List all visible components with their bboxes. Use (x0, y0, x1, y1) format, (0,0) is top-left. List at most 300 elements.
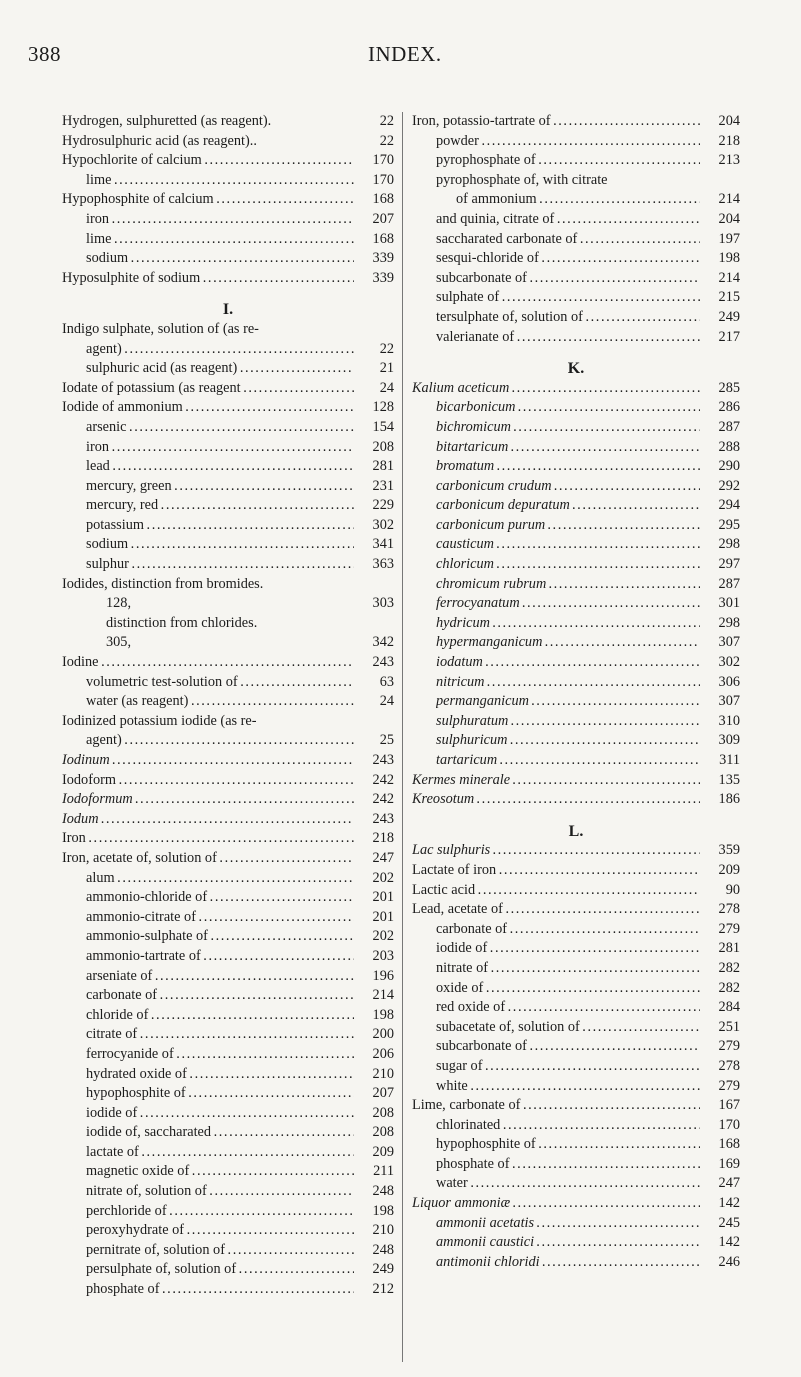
entry-page: 24 (379, 693, 394, 710)
entry-page: 281 (718, 940, 740, 957)
entry-text: ferrocyanide of . . . (86, 1045, 354, 1065)
entry-page: 25 (379, 732, 394, 749)
entry-text: iodide of, saccharated . . . (86, 1123, 354, 1143)
entry-text: Iodinized potassium iodide (as re- (62, 712, 257, 729)
entry-text: chlorinated . . . (436, 1116, 700, 1136)
index-entry (412, 1057, 740, 1077)
entry-page: 21 (379, 360, 394, 377)
entry-text: sugar of . . . (436, 1057, 700, 1077)
entry-page: 278 (718, 1057, 740, 1074)
entry-text: sodium . . . (86, 535, 354, 555)
entry-page: 167 (718, 1097, 740, 1114)
index-entry (412, 151, 740, 171)
index-entry (62, 673, 394, 693)
entry-text: bromatum . . . (436, 457, 700, 477)
entry-page: 200 (372, 1026, 394, 1043)
entry-text: subacetate of, solution of . . . (436, 1018, 700, 1038)
entry-page: 198 (718, 250, 740, 267)
index-entry (412, 555, 740, 575)
entry-text: lactate of . . . (86, 1143, 354, 1163)
entry-text: phosphate of . . . (436, 1155, 700, 1175)
index-entry (62, 633, 394, 653)
entry-text: sulphuric acid (as reagent) . . . (86, 359, 354, 379)
entry-text: nitrate of . . . (436, 959, 700, 979)
entry-text: Iodoform . . . (62, 771, 354, 791)
entry-page: 302 (718, 654, 740, 671)
entry-page: 248 (372, 1241, 394, 1258)
index-entry (412, 979, 740, 999)
section-letter (62, 300, 394, 320)
index-entry (412, 1214, 740, 1234)
entry-text: citrate of . . . (86, 1025, 354, 1045)
entry-page: 212 (372, 1281, 394, 1298)
index-entry (62, 692, 394, 712)
index-entry (412, 457, 740, 477)
entry-page: 290 (718, 458, 740, 475)
entry-text: bicarbonicum . . . (436, 398, 700, 418)
index-entry (62, 986, 394, 1006)
entry-text: powder . . . (436, 132, 700, 152)
section-spacer (412, 810, 740, 822)
entry-page: 294 (718, 497, 740, 514)
index-entry (62, 810, 394, 830)
entry-text: distinction from chlorides. (106, 614, 258, 631)
entry-page: 301 (718, 595, 740, 612)
entry-text: Iodate of potassium (as reagent . . . (62, 379, 354, 399)
index-entry (62, 269, 394, 289)
index-entry (412, 328, 740, 348)
entry-page: 249 (372, 1261, 394, 1278)
index-entry (412, 477, 740, 497)
entry-page: 218 (718, 132, 740, 149)
index-entry (62, 230, 394, 250)
entry-text: sodium . . . (86, 249, 354, 269)
entry-page: 22 (379, 340, 394, 357)
entry-text: mercury, green . . . (86, 477, 354, 497)
entry-page: 231 (372, 477, 394, 494)
entry-page: 210 (372, 1222, 394, 1239)
index-entry (412, 1037, 740, 1057)
entry-text: ammonio-sulphate of . . . (86, 927, 354, 947)
entry-text: iron . . . (86, 438, 354, 458)
entry-page: 229 (372, 497, 394, 514)
entry-page: 142 (718, 1234, 740, 1251)
index-entry (412, 594, 740, 614)
entry-text: iron . . . (86, 210, 354, 230)
index-entry (62, 888, 394, 908)
entry-page: 201 (372, 908, 394, 925)
index-entry (62, 359, 394, 379)
index-column-left (62, 112, 394, 1300)
entry-text: magnetic oxide of . . . (86, 1162, 354, 1182)
index-entry (412, 269, 740, 289)
index-entry (62, 320, 394, 340)
entry-text: sesqui-chloride of . . . (436, 249, 700, 269)
index-entry (62, 535, 394, 555)
entry-text: Lac sulphuris . . . (412, 841, 700, 861)
index-entry (412, 959, 740, 979)
entry-page: 197 (718, 230, 740, 247)
entry-text: subcarbonate of . . . (436, 269, 700, 289)
index-entry (62, 1025, 394, 1045)
entry-text: water . . . (436, 1174, 700, 1194)
entry-page: 202 (372, 869, 394, 886)
entry-page: 282 (718, 979, 740, 996)
entry-text: bichromicum . . . (436, 418, 700, 438)
index-entry (62, 1221, 394, 1241)
entry-page: 217 (718, 328, 740, 345)
entry-text: hypophosphite of . . . (436, 1135, 700, 1155)
entry-page: 341 (372, 536, 394, 553)
section-letter (412, 359, 740, 379)
index-entry (412, 673, 740, 693)
entry-text: alum . . . (86, 869, 354, 889)
index-entry (412, 496, 740, 516)
entry-page: 214 (372, 987, 394, 1004)
index-entry (412, 516, 740, 536)
entry-page: 198 (372, 1202, 394, 1219)
entry-page: 287 (718, 418, 740, 435)
entry-page: 142 (718, 1195, 740, 1212)
column-divider (402, 112, 403, 1362)
index-entry (62, 731, 394, 751)
section-spacer (412, 347, 740, 359)
index-entry (62, 947, 394, 967)
entry-text: ammonii caustici . . . (436, 1233, 700, 1253)
entry-text: agent) . . . (86, 731, 354, 751)
entry-page: 251 (718, 1018, 740, 1035)
entry-text: potassium . . . (86, 516, 354, 536)
entry-page: 211 (373, 1163, 394, 1180)
index-entry (62, 751, 394, 771)
index-entry (412, 712, 740, 732)
page-number: 388 (28, 42, 61, 66)
index-entry (62, 1280, 394, 1300)
entry-page: 307 (718, 693, 740, 710)
entry-text: Kermes minerale . . . (412, 771, 700, 791)
entry-text: arseniate of . . . (86, 967, 354, 987)
entry-text: Hydrosulphuric acid (as reagent).. (62, 132, 257, 149)
entry-page: 302 (372, 516, 394, 533)
entry-text: oxide of . . . (436, 979, 700, 999)
entry-text: Iodinum . . . (62, 751, 354, 771)
entry-page: 207 (372, 1085, 394, 1102)
entry-text: hydrated oxide of . . . (86, 1065, 354, 1085)
index-entry (62, 379, 394, 399)
index-entry (62, 1065, 394, 1085)
entry-page: 310 (718, 712, 740, 729)
index-entry (62, 908, 394, 928)
index-entry (62, 1202, 394, 1222)
index-entry (62, 555, 394, 575)
entry-text: nitricum . . . (436, 673, 700, 693)
entry-text: arsenic . . . (86, 418, 354, 438)
index-entry (412, 881, 740, 901)
entry-page: 249 (718, 308, 740, 325)
entry-page: 168 (372, 230, 394, 247)
entry-page: 287 (718, 575, 740, 592)
entry-page: 279 (718, 1038, 740, 1055)
index-entry (412, 1155, 740, 1175)
entry-text: Iodides, distinction from bromides. (62, 575, 264, 592)
entry-page: 245 (718, 1214, 740, 1231)
index-entry (412, 398, 740, 418)
entry-page: 154 (372, 418, 394, 435)
entry-page: 128 (372, 399, 394, 416)
entry-text: tartaricum . . . (436, 751, 700, 771)
entry-page: 242 (372, 771, 394, 788)
index-entry (412, 249, 740, 269)
index-entry (412, 379, 740, 399)
index-entry (412, 1116, 740, 1136)
entry-text: sulphuratum . . . (436, 712, 700, 732)
entry-page: 292 (718, 477, 740, 494)
entry-text: Hypochlorite of calcium . . . (62, 151, 354, 171)
entry-text: carbonate of . . . (436, 920, 700, 940)
entry-page: 248 (372, 1183, 394, 1200)
entry-text: Liquor ammoniæ . . . (412, 1194, 700, 1214)
entry-text: Iodide of ammonium . . . (62, 398, 354, 418)
entry-text: Iodoformum . . . (62, 790, 354, 810)
entry-page: 286 (718, 399, 740, 416)
entry-page: 282 (718, 959, 740, 976)
entry-page: 63 (379, 673, 394, 690)
entry-page: 281 (372, 458, 394, 475)
entry-text: Hyposulphite of sodium . . . (62, 269, 354, 289)
index-entry (62, 151, 394, 171)
entry-text: iodide of . . . (436, 939, 700, 959)
entry-page: 214 (718, 269, 740, 286)
entry-text: mercury, red . . . (86, 496, 354, 516)
entry-page: 363 (372, 556, 394, 573)
index-entry (412, 1194, 740, 1214)
entry-text: Iodine . . . (62, 653, 354, 673)
entry-page: 342 (372, 634, 394, 651)
entry-text: sulphur . . . (86, 555, 354, 575)
index-entry (62, 1182, 394, 1202)
index-entry (412, 1096, 740, 1116)
entry-text: lead . . . (86, 457, 354, 477)
entry-text: persulphate of, solution of . . . (86, 1260, 354, 1280)
index-entry (62, 132, 394, 152)
index-entry (62, 171, 394, 191)
entry-page: 298 (718, 536, 740, 553)
entry-text: pyrophosphate of . . . (436, 151, 700, 171)
entry-text: hydricum . . . (436, 614, 700, 634)
entry-page: 284 (718, 999, 740, 1016)
entry-text: nitrate of, solution of . . . (86, 1182, 354, 1202)
entry-text: sulphuricum . . . (436, 731, 700, 751)
entry-text: chromicum rubrum . . . (436, 575, 700, 595)
entry-text: iodatum . . . (436, 653, 700, 673)
index-entry (62, 1162, 394, 1182)
index-entry (62, 438, 394, 458)
index-entry (412, 920, 740, 940)
entry-page: 309 (718, 732, 740, 749)
entry-text: ammonii acetatis . . . (436, 1214, 700, 1234)
index-entry (412, 288, 740, 308)
index-entry (62, 849, 394, 869)
entry-page: 243 (372, 752, 394, 768)
entry-text: Lactate of iron . . . (412, 861, 700, 881)
index-entry (412, 210, 740, 230)
entry-page: 288 (718, 438, 740, 455)
index-entry (62, 210, 394, 230)
entry-text: 128, (106, 595, 132, 612)
index-entry (62, 398, 394, 418)
index-entry (412, 731, 740, 751)
entry-text: perchloride of . . . (86, 1202, 354, 1222)
index-entry (412, 1018, 740, 1038)
entry-page: 339 (372, 269, 394, 286)
entry-text: hypophosphite of . . . (86, 1084, 354, 1104)
index-entry (412, 751, 740, 771)
entry-text: Iron . . . (62, 829, 354, 849)
index-entry (62, 1084, 394, 1104)
entry-text: L. (568, 822, 584, 840)
index-entry (62, 869, 394, 889)
entry-text: valerianate of . . . (436, 328, 700, 348)
index-entry (62, 790, 394, 810)
index-entry (62, 249, 394, 269)
index-entry (412, 1253, 740, 1273)
entry-text: ammonio-chloride of . . . (86, 888, 354, 908)
index-entry (62, 594, 394, 614)
entry-text: red oxide of . . . (436, 998, 700, 1018)
index-entry (62, 496, 394, 516)
entry-text: carbonate of . . . (86, 986, 354, 1006)
entry-text: chloride of . . . (86, 1006, 354, 1026)
index-entry (412, 790, 740, 810)
entry-text: and quinia, citrate of . . . (436, 210, 700, 230)
entry-text: ammonio-citrate of . . . (86, 908, 354, 928)
entry-page: 297 (718, 556, 740, 573)
entry-page: 311 (719, 752, 740, 768)
entry-page: 208 (372, 438, 394, 455)
entry-page: 306 (718, 673, 740, 690)
index-entry (412, 1174, 740, 1194)
entry-text: chloricum . . . (436, 555, 700, 575)
entry-page: 186 (718, 791, 740, 808)
entry-text: carbonicum crudum . . . (436, 477, 700, 497)
entry-text: Kalium aceticum . . . (412, 379, 700, 399)
index-entry (62, 967, 394, 987)
entry-text: Lime, carbonate of . . . (412, 1096, 700, 1116)
index-entry (412, 438, 740, 458)
entry-text: Hydrogen, sulphuretted (as reagent). (62, 113, 272, 129)
entry-text: Indigo sulphate, solution of (as re- (62, 320, 259, 337)
entry-text: subcarbonate of . . . (436, 1037, 700, 1057)
entry-text: white . . . (436, 1077, 700, 1097)
index-entry (62, 1045, 394, 1065)
index-entry (62, 1123, 394, 1143)
entry-page: 170 (718, 1116, 740, 1133)
entry-page: 209 (718, 861, 740, 878)
index-entry (62, 771, 394, 791)
entry-text: Hypophosphite of calcium . . . (62, 190, 354, 210)
index-entry (62, 614, 394, 634)
entry-page: 243 (372, 810, 394, 827)
index-entry (412, 633, 740, 653)
index-entry (62, 112, 394, 132)
index-entry (412, 900, 740, 920)
entry-text: volumetric test-solution of . . . (86, 673, 354, 693)
index-entry (412, 418, 740, 438)
index-entry (412, 535, 740, 555)
index-entry (62, 418, 394, 438)
entry-text: Iron, potassio-tartrate of . . . (412, 112, 700, 132)
entry-text: causticum . . . (436, 535, 700, 555)
index-entry (62, 575, 394, 595)
entry-page: 22 (379, 132, 394, 149)
entry-page: 207 (372, 210, 394, 227)
entry-page: 196 (372, 967, 394, 984)
entry-page: 22 (379, 113, 394, 129)
entry-page: 278 (718, 901, 740, 918)
index-entry (412, 771, 740, 791)
entry-page: 298 (718, 614, 740, 631)
index-entry (62, 653, 394, 673)
entry-text: Lactic acid . . . (412, 881, 700, 901)
entry-page: 215 (718, 289, 740, 306)
index-entry (412, 171, 740, 191)
entry-page: 279 (718, 920, 740, 937)
entry-page: 247 (718, 1175, 740, 1192)
entry-page: 170 (372, 171, 394, 188)
entry-page: 243 (372, 654, 394, 671)
entry-text: ammonio-tartrate of . . . (86, 947, 354, 967)
entry-text: hypermanganicum . . . (436, 633, 700, 653)
entry-page: 242 (372, 791, 394, 808)
entry-page: 168 (718, 1136, 740, 1153)
index-entry (62, 1104, 394, 1124)
entry-text: water (as reagent) . . . (86, 692, 354, 712)
index-entry (412, 841, 740, 861)
entry-page: 24 (379, 379, 394, 396)
entry-page: 203 (372, 947, 394, 964)
entry-page: 214 (718, 191, 740, 208)
entry-text: sulphate of . . . (436, 288, 700, 308)
entry-page: 204 (718, 113, 740, 129)
index-entry (412, 112, 740, 132)
index-entry (412, 308, 740, 328)
index-entry (412, 190, 740, 210)
entry-text: tersulphate of, solution of . . . (436, 308, 700, 328)
entry-page: 307 (718, 634, 740, 651)
index-entry (412, 614, 740, 634)
entry-page: 206 (372, 1045, 394, 1062)
index-entry (62, 829, 394, 849)
entry-page: 339 (372, 250, 394, 267)
entry-text: lime . . . (86, 230, 354, 250)
index-entry (62, 712, 394, 732)
entry-page: 246 (718, 1253, 740, 1270)
index-entry (62, 1006, 394, 1026)
entry-text: Lead, acetate of . . . (412, 900, 700, 920)
index-entry (62, 927, 394, 947)
entry-text: I. (222, 301, 234, 319)
entry-page: 198 (372, 1006, 394, 1023)
entry-page: 201 (372, 889, 394, 906)
entry-page: 359 (718, 842, 740, 859)
index-entry (412, 132, 740, 152)
entry-page: 208 (372, 1124, 394, 1141)
entry-text: pernitrate of, solution of . . . (86, 1241, 354, 1261)
section-spacer (62, 288, 394, 300)
entry-text: agent) . . . (86, 340, 354, 360)
index-entry (412, 1135, 740, 1155)
entry-text: lime . . . (86, 171, 354, 191)
